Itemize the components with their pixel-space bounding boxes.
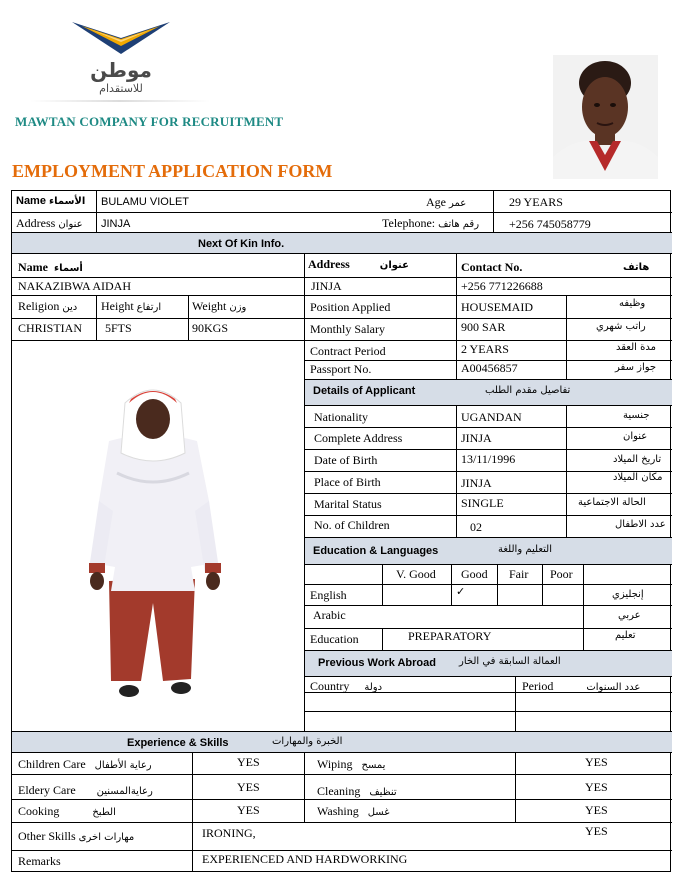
cleaning-value: YES — [585, 780, 608, 794]
cooking-label: Cooking الطبخ — [18, 804, 116, 818]
english-label-ar: إنجليزي — [612, 589, 644, 600]
kin-name: NAKAZIBWA AIDAH — [18, 279, 131, 293]
kin-contact-label: Contact No. — [461, 260, 523, 274]
work-abroad-title: Previous Work Abroad — [318, 657, 436, 669]
contract-value: 2 YEARS — [461, 342, 509, 356]
pob-value: JINJA — [461, 476, 492, 490]
details-title: Details of Applicant — [313, 385, 416, 397]
washing-label: Washing غسل — [317, 804, 390, 818]
country-label: Country دولة — [310, 679, 383, 693]
salary-value: 900 SAR — [461, 320, 506, 334]
complete-address-value: JINJA — [461, 431, 492, 445]
education-label-ar: تعليم — [615, 630, 636, 641]
washing-value: YES — [585, 803, 608, 817]
applicant-full-photo — [13, 341, 295, 729]
other-skills-label: Other Skills مهارات اخرى — [18, 829, 135, 843]
level-fair: Fair — [509, 567, 529, 581]
kin-address: JINJA — [311, 279, 342, 293]
weight-label: Weight وزن — [192, 299, 247, 313]
height-label: Height ارتفاع — [101, 299, 162, 313]
position-label-ar: وظيفه — [619, 298, 646, 309]
position-value: HOUSEMAID — [461, 300, 533, 314]
work-abroad-title-ar: العمالة السابقة في الخار — [459, 656, 561, 667]
pob-label: Place of Birth — [314, 475, 381, 489]
age-label: Age عمر — [426, 195, 467, 209]
marital-label-ar: الحالة الاجتماعية — [578, 497, 646, 508]
position-label: Position Applied — [310, 300, 391, 314]
children-care-value: YES — [237, 755, 260, 769]
religion-label: Religion دين — [18, 299, 78, 313]
applicant-address: JINJA — [101, 218, 131, 230]
eldery-care-label: Eldery Care رعايةالمسنين — [18, 783, 153, 797]
complete-address-label-ar: عنوان — [623, 431, 648, 442]
arabic-label-ar: عربي — [618, 610, 641, 621]
name-label: Name الأسماء — [16, 195, 86, 207]
applicant-portrait — [553, 55, 658, 179]
logo-underline — [30, 100, 210, 102]
passport-value: A00456857 — [461, 361, 518, 375]
applicant-name: BULAMU VIOLET — [101, 196, 190, 208]
weight-value: 90KGS — [192, 321, 229, 335]
logo-arabic-text: موطن — [90, 58, 152, 82]
education-value: PREPARATORY — [408, 629, 492, 643]
complete-address-label: Complete Address — [314, 431, 403, 445]
next-of-kin-title: Next Of Kin Info. — [198, 238, 285, 250]
children-care-label: Children Care رعاية الأطفال — [18, 757, 152, 771]
kin-address-label: Address عنوان — [308, 257, 409, 271]
salary-label-ar: راتب شهري — [596, 321, 646, 332]
logo-arabic-subtext: للاستقدام — [99, 82, 143, 95]
applicant-telephone: +256 745058779 — [509, 217, 591, 231]
remarks-value: EXPERIENCED AND HARDWORKING — [202, 852, 408, 866]
kin-contact: +256 771226688 — [461, 279, 543, 293]
remarks-label: Remarks — [18, 854, 61, 868]
marital-value: SINGLE — [461, 496, 504, 510]
other-skills-yes: YES — [585, 824, 608, 838]
wiping-label: Wiping يمسح — [317, 757, 386, 771]
kin-name-label: Name أسماء — [18, 260, 83, 274]
cleaning-label: Cleaning تنظيف — [317, 784, 397, 798]
skills-title: Experience & Skills — [127, 737, 229, 749]
telephone-label: Telephone: رقم هاتف — [382, 216, 480, 230]
children-label-ar: عدد الاطفال — [615, 519, 666, 530]
level-very-good: V. Good — [396, 567, 436, 581]
education-title-ar: التعليم واللغة — [498, 544, 552, 555]
pob-label-ar: مكان الميلاد — [613, 472, 663, 483]
next-of-kin-header — [12, 233, 672, 253]
nationality-label-ar: جنسية — [623, 410, 650, 421]
arabic-label: Arabic — [313, 608, 346, 622]
level-poor: Poor — [550, 567, 573, 581]
skills-title-ar: الخبرة والمهارات — [272, 736, 343, 747]
marital-label: Marital Status — [314, 497, 382, 511]
other-skills-value: IRONING, — [202, 826, 256, 840]
nationality-label: Nationality — [314, 410, 368, 424]
kin-contact-label-ar: هاتف — [623, 262, 650, 273]
dob-label: Date of Birth — [314, 453, 378, 467]
passport-label-ar: جواز سفر — [615, 362, 657, 373]
religion-value: CHRISTIAN — [18, 321, 83, 335]
eldery-care-value: YES — [237, 780, 260, 794]
passport-label: Passport No. — [310, 362, 372, 376]
children-value: 02 — [470, 520, 482, 534]
address-label: Address عنوان — [16, 216, 83, 230]
education-title: Education & Languages — [313, 545, 439, 557]
height-value: 5FTS — [105, 321, 132, 335]
salary-label: Monthly Salary — [310, 322, 385, 336]
nationality-value: UGANDAN — [461, 410, 522, 424]
logo-chevron-icon — [62, 14, 180, 64]
form-title: EMPLOYMENT APPLICATION FORM — [12, 161, 333, 181]
company-name: MAWTAN COMPANY FOR RECRUITMENT — [15, 114, 284, 129]
contract-label: Contract Period — [310, 344, 386, 358]
dob-label-ar: تاريخ الميلاد — [613, 454, 662, 465]
details-title-ar: تفاصيل مقدم الطلب — [485, 385, 571, 396]
children-label: No. of Children — [314, 518, 390, 532]
contract-label-ar: مدة العقد — [616, 342, 656, 353]
english-check-icon: ✓ — [456, 585, 466, 598]
cooking-value: YES — [237, 803, 260, 817]
english-label: English — [310, 588, 347, 602]
applicant-age: 29 YEARS — [509, 195, 563, 209]
wiping-value: YES — [585, 755, 608, 769]
dob-value: 13/11/1996 — [461, 452, 516, 466]
period-label: Period عدد السنوات — [522, 679, 641, 693]
education-label: Education — [310, 632, 359, 646]
level-good: Good — [461, 567, 488, 581]
